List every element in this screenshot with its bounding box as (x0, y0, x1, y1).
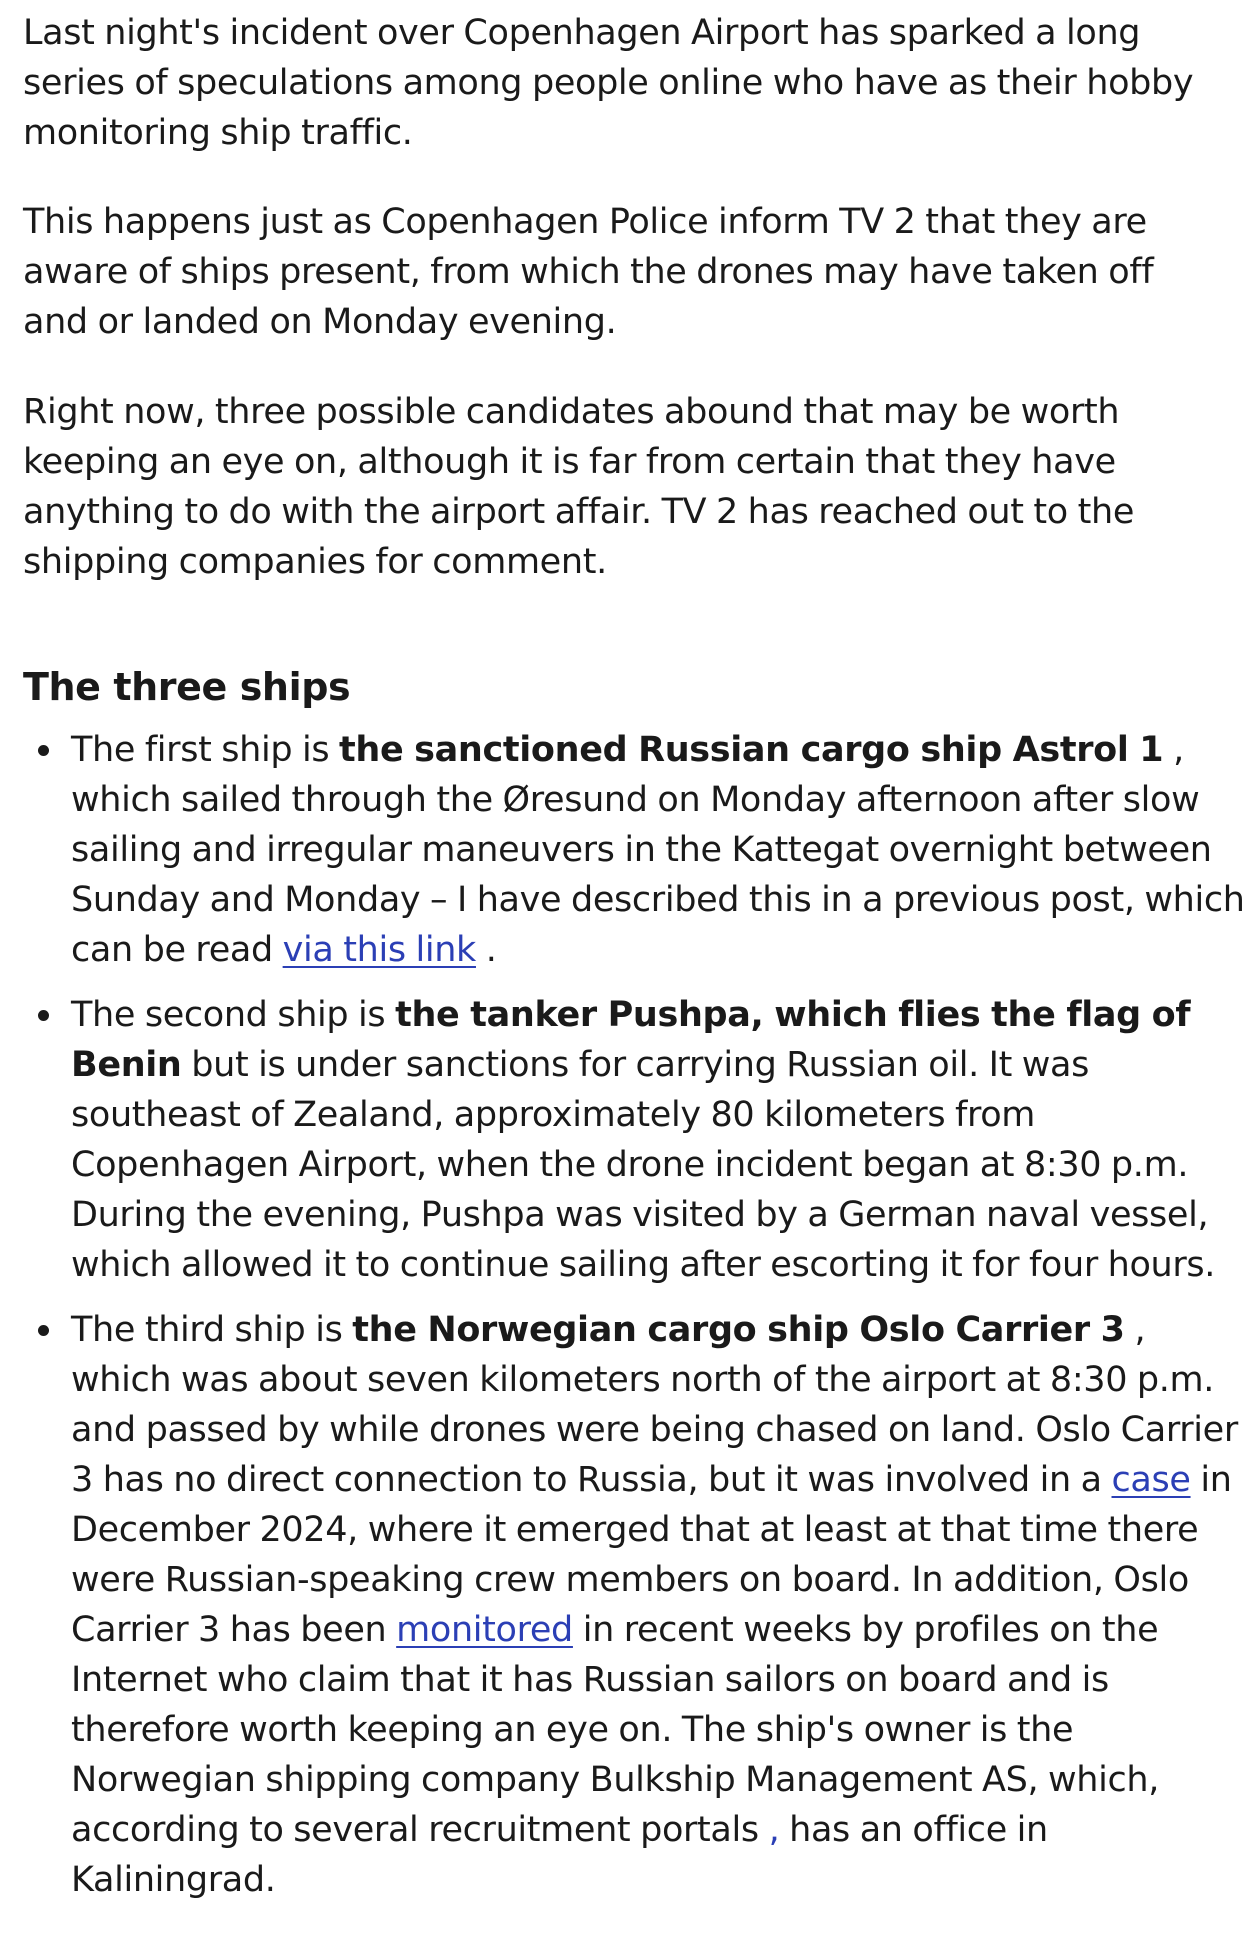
monitored-link[interactable]: monitored (396, 1610, 573, 1650)
via-this-link[interactable]: via this link (282, 930, 476, 970)
ship2-name: the tanker Pushpa, which flies the flag of Benin (71, 995, 1191, 1085)
ship3-end: has an office in Kaliningrad. (71, 1810, 1048, 1900)
list-item-oslo-carrier (23, 1305, 1251, 1905)
list-item-astrol (23, 725, 1251, 975)
ship3-name: the Norwegian cargo ship Oslo Carrier 3 (352, 1310, 1125, 1350)
bullet-icon (38, 1325, 49, 1336)
ship2-text: but is under sanctions for carrying Russian oil. It was southeast of Zealand, approximately 80 kilometers from Copenhagen Airport, when the drone incident began at 8:30 p.m. During the evening, Pushpa was visited by a German naval vessel, which allowed it to continue sailing after escorting it for four hours. (71, 1045, 1216, 1285)
ship2-intro: The second ship is (71, 995, 396, 1035)
intro-paragraph: Last night's incident over Copenhagen Airport has sparked a long series of speculations among people online who have as their hobby monitoring ship traffic. (23, 13, 1194, 153)
section-heading: The three ships (23, 665, 351, 709)
ship3-text-2: in December 2024, where it emerged that at least at that time there were Russian-speaking crew members on board. In addition, Oslo Carrier 3 has been (71, 1460, 1232, 1650)
ship1-text: , which sailed through the Øresund on Monday afternoon after slow sailing and irregular maneuvers in the Kattegat overnight between Sunday and Monday – I have described this in a previous post, which can be read (71, 730, 1245, 970)
ship1-intro: The first ship is (71, 730, 340, 770)
ship3-intro: The third ship is (71, 1310, 353, 1350)
list-item-pushpa (23, 990, 1251, 1290)
ship1-name: the sanctioned Russian cargo ship Astrol 1 (339, 730, 1164, 770)
police-paragraph: This happens just as Copenhagen Police inform TV 2 that they are aware of ships present, from which the drones may have taken off and or landed on Monday evening. (23, 202, 1154, 342)
ship3-text-3: in recent weeks by profiles on the Internet who claim that it has Russian sailors on board and is therefore worth keeping an eye on. The ship's owner is the Norwegian shipping company Bulkship Management AS, which, according to several recruitment portals (71, 1610, 1160, 1850)
ship3-text-1: , which was about seven kilometers north of the airport at 8:30 p.m. and passed by while drones were being chased on land. Oslo Carrier 3 has no direct connection to Russia, but it was involved in a (71, 1310, 1238, 1500)
candidates-paragraph: Right now, three possible candidates abound that may be worth keeping an eye on, although it is far from certain that they have anything to do with the airport affair. TV 2 has reached out to the shipping companies for comment. (23, 392, 1135, 582)
recruitment-portals-link[interactable]: , (768, 1810, 780, 1850)
ship1-end: . (475, 930, 497, 970)
bullet-icon (38, 1010, 49, 1021)
bullet-icon (38, 745, 49, 756)
case-link[interactable]: case (1111, 1460, 1191, 1500)
